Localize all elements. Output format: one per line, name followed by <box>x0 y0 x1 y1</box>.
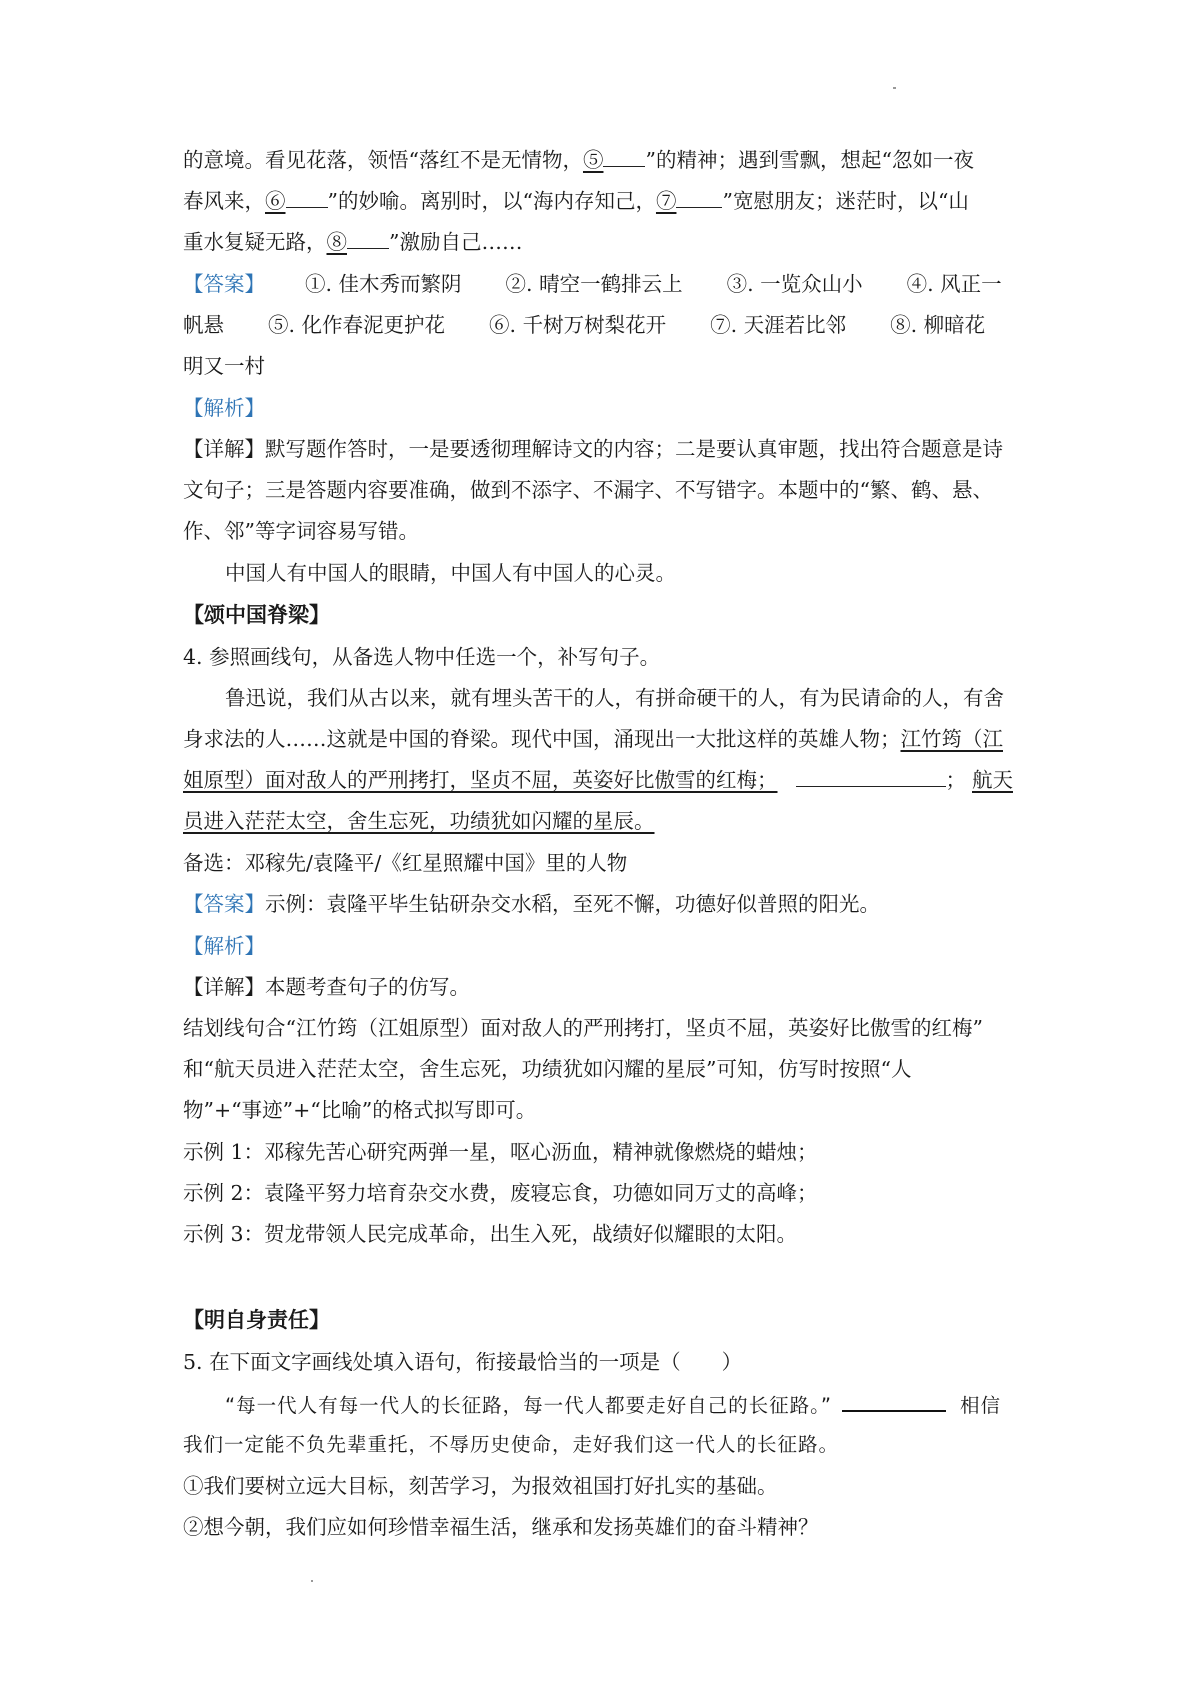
blank-8-number: ⑧ <box>326 230 347 254</box>
q4-explanation-line-1: 结划线句合“江竹筠（江姐原型）面对敌人的严刑拷打，坚贞不屈，英姿好比傲雪的红梅” <box>183 1016 983 1040</box>
q5-stem: 5. 在下面文字画线处填入语句，衔接最恰当的一项是（ ） <box>183 1350 743 1374</box>
answer-item: ①. 佳木秀而繁阴 <box>305 272 462 296</box>
q4-explanation-line-3: 物”+“事迹”+“比喻”的格式拟写即可。 <box>183 1098 537 1122</box>
q3-detail-line-1: 【详解】默写题作答时，一是要透彻理解诗文的内容；二是要认真审题，找出符合题意是诗 <box>183 437 1003 461</box>
section-heading-backbone: 【颂中国脊梁】 <box>183 602 330 627</box>
q3-answer-line-2 <box>183 311 985 339</box>
underlined-sentence: 姐原型）面对敌人的严刑拷打，坚贞不屈，英姿好比傲雪的红梅； <box>183 768 778 792</box>
q4-answer-line: 【答案】示例：袁隆平毕生钻研杂交水稻，至死不懈，功德好似普照的阳光。 <box>183 892 880 916</box>
answer-item: 帆悬 <box>183 313 224 337</box>
blank-5 <box>603 146 645 167</box>
q3-closing-line: 中国人有中国人的眼睛，中国人有中国人的心灵。 <box>225 561 676 585</box>
q4-detail-line: 【详解】本题考查句子的仿写。 <box>183 975 470 999</box>
blank-6-number: ⑥ <box>265 189 286 213</box>
q3-line-1: 的意境。看见花落，领悟“落红不是无情物，⑤ ”的精神；遇到雪飘，想起“忽如一夜 <box>183 148 974 172</box>
q3-line-3: 重水复疑无路，⑧ ”激励自己…… <box>183 230 523 254</box>
answer-item: ⑤. 化作春泥更护花 <box>268 313 446 337</box>
q4-stem: 4. 参照画线句，从备选人物中任选一个，补写句子。 <box>183 645 661 669</box>
answer-item: 明又一村 <box>183 354 265 378</box>
q5-item-1: ①我们要树立远大目标，刻苦学习，为报效祖国打好扎实的基础。 <box>183 1474 778 1498</box>
q4-example-2: 示例 2：袁隆平努力培育杂交水费，废寝忘食，功德如同万丈的高峰； <box>183 1181 818 1205</box>
q4-paragraph-line-1: 鲁迅说，我们从古以来，就有埋头苦干的人，有拼命硬干的人，有为民请命的人，有舍 <box>225 686 1004 710</box>
q5-item-2: ②想今朝，我们应如何珍惜幸福生活，继承和发扬英雄们的奋斗精神？ <box>183 1515 819 1539</box>
q3-answer-line-1 <box>183 270 1002 298</box>
q3-detail-line-2: 文句子；三是答题内容要准确，做到不添字、不漏字、不写错字。本题中的“繁、鹤、悬、 <box>183 478 993 502</box>
q4-example-1: 示例 1：邓稼先苦心研究两弹一星，呕心沥血，精神就像燃烧的蜡烛； <box>183 1140 818 1164</box>
underlined-sentence: 江竹筠（江 <box>900 727 1003 751</box>
fill-blank <box>796 766 946 787</box>
answer-item: ⑥. 千树万树梨花开 <box>489 313 667 337</box>
q3-analysis-tag: 【解析】 <box>183 396 265 420</box>
q3-line-2: 春风来，⑥ ”的妙喻。离别时，以“海内存知己，⑦ ”宽慰朋友；迷茫时，以“山 <box>183 189 969 213</box>
q5-quote-line-2: 我们一定能不负先辈重托，不辱历史使命，走好我们这一代人的长征路。 <box>183 1433 840 1456</box>
blank-8 <box>347 228 389 249</box>
blank-6 <box>286 187 328 208</box>
q3-detail-line-3: 作、邻”等字词容易写错。 <box>183 519 419 543</box>
q4-explanation-line-2: 和“航天员进入茫茫太空，舍生忘死，功绩犹如闪耀的星辰”可知，仿写时按照“人 <box>183 1057 912 1081</box>
answer-tag: 【答案】 <box>183 272 265 296</box>
answer-item: ②. 晴空一鹤排云上 <box>505 272 683 296</box>
answer-item: ③. 一览众山小 <box>726 272 863 296</box>
scan-mark <box>893 87 896 89</box>
detail-tag: 【详解】 <box>183 975 265 999</box>
blank-7 <box>676 187 722 208</box>
underlined-sentence: 员进入茫茫太空，舍生忘死，功绩犹如闪耀的星辰。 <box>183 809 655 833</box>
q3-answer-line-3 <box>183 352 265 380</box>
answer-item: ④. 风正一 <box>906 272 1002 296</box>
underlined-sentence: 航天 <box>972 768 1013 792</box>
q4-paragraph-line-3: 姐原型）面对敌人的严刑拷打，坚贞不屈，英姿好比傲雪的红梅； ； 航天 <box>183 768 1013 792</box>
detail-tag: 【详解】 <box>183 437 265 461</box>
scan-mark <box>311 1580 313 1582</box>
answer-tag: 【答案】 <box>183 892 265 916</box>
answer-item: ⑦. 天涯若比邻 <box>710 313 847 337</box>
q4-example-3: 示例 3：贺龙带领人民完成革命，出生入死，战绩好似耀眼的太阳。 <box>183 1222 798 1246</box>
q4-paragraph-line-4 <box>183 807 655 835</box>
section-heading-duty: 【明自身责任】 <box>183 1307 330 1332</box>
q5-fill-blank <box>842 1390 946 1412</box>
q4-paragraph-line-2: 身求法的人……这就是中国的脊梁。现代中国，涌现出一大批这样的英雄人物；江竹筠（江 <box>183 727 1003 751</box>
q4-analysis-tag: 【解析】 <box>183 934 265 958</box>
q5-quote-line-1: “每一代人有每一代人的长征路，每一代人都要走好自己的长征路。” 相信 <box>225 1390 1001 1420</box>
blank-5-number: ⑤ <box>582 148 604 172</box>
blank-7-number: ⑦ <box>655 189 677 213</box>
q4-options: 备选：邓稼先/袁隆平/《红星照耀中国》里的人物 <box>183 851 628 875</box>
answer-item: ⑧. 柳暗花 <box>890 313 986 337</box>
